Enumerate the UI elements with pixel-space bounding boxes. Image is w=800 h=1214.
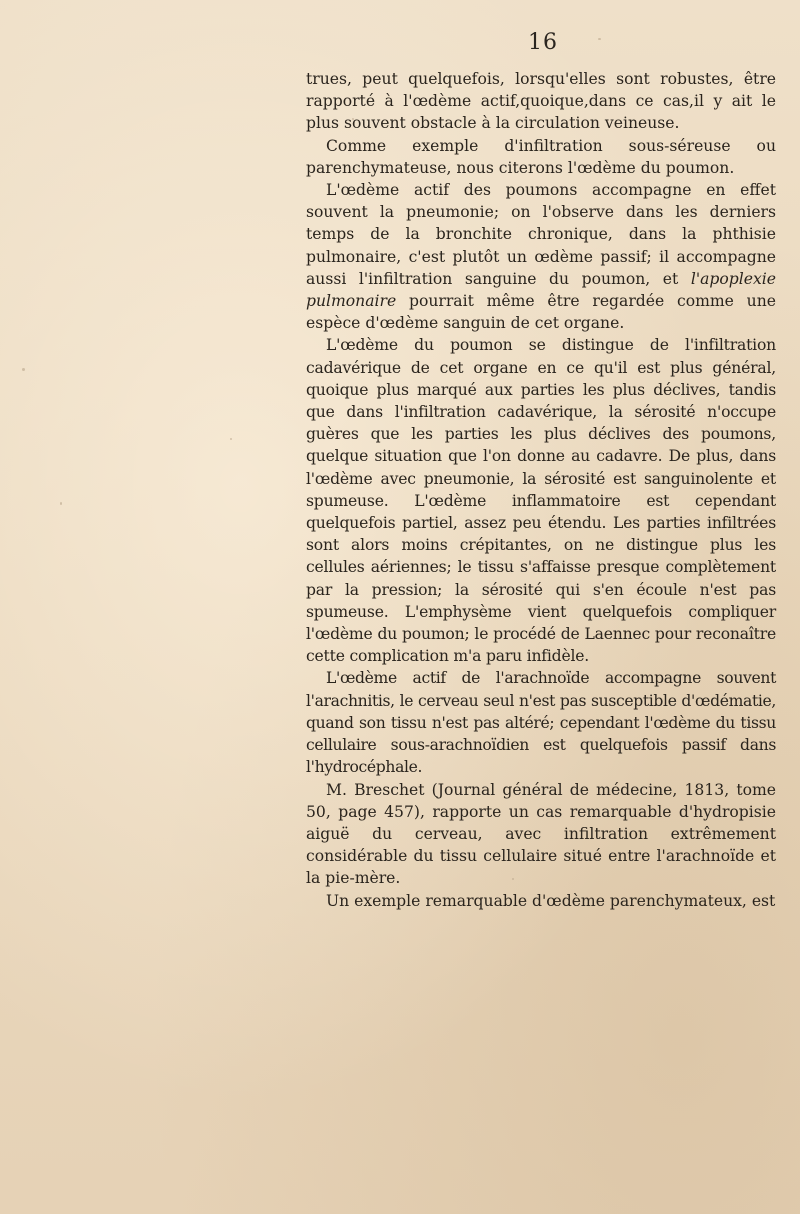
paragraph-6: M. Breschet (Journal général de médecine, 1813, tome 50, page 457), rapporte un cas remarquable d'hydropisie aiguë du cerveau, avec infiltration extrêmement considérable du tissu cellulaire situé entre l'arachnoïde et la pie-mère. bbox=[306, 780, 776, 888]
paper-speck bbox=[598, 38, 601, 40]
paragraph-7: Un exemple remarquable d'œdème parenchymateux, est bbox=[326, 891, 776, 910]
paper-speck bbox=[22, 368, 25, 371]
paper-speck bbox=[230, 438, 232, 440]
paragraph-5: L'œdème actif de l'arachnoïde accompagne souvent l'arachnitis, le cerveau seul n'est pas susceptible d'œdématie, quand son tissu n'est pas altéré; cependant l'œdème du tissu cellulaire sous-arachnoïdien est quelquefois passif dans l'hydrocéphale. bbox=[306, 669, 776, 777]
body-text bbox=[306, 68, 776, 912]
paragraph-2: Comme exemple d'infiltration sous-séreuse ou parenchymateuse, nous citerons l'œdème du poumon. bbox=[306, 136, 776, 177]
paragraph-3-text-a: L'œdème actif des poumons accompagne en effet souvent la pneumonie; on l'observe dans les derniers temps de la bronchite chronique, dans la phthisie pulmonaire, c'est plutôt un œdème passif; il accompagne aussi l'infiltration sanguine du poumon, et bbox=[306, 181, 776, 288]
paragraph-3-italic-term: l'apoplexie pulmonaire bbox=[306, 269, 776, 311]
page-number: 16 bbox=[528, 30, 558, 55]
paper-speck bbox=[60, 502, 62, 505]
paragraph-3 bbox=[306, 179, 776, 334]
paragraph-4: L'œdème du poumon se distingue de l'infiltration cadavérique de cet organe en ce qu'il est plus général, quoique plus marqué aux parties les plus déclives, tandis que dans l'infiltration cadavérique, la sérosité n'occupe guères que les parties les plus déclives des poumons, quelque situation que l'on donne au cadavre. De plus, dans l'œdème avec pneumonie, la sérosité est sanguinolente et spumeuse. L'œdème inflammatoire est cependant quelquefois partiel, assez peu étendu. Les parties infiltrées sont alors moins crépitantes, on ne distingue plus les cellules aériennes; le tissu s'affaisse presque complètement par la pression; la sérosité qui s'en écoule n'est pas spumeuse. L'emphysème vient quelquefois compliquer l'œdème du poumon; le procédé de Laennec pour reconaître cette complication m'a paru infidèle. bbox=[306, 336, 776, 666]
paragraph-3-text-b: pourrait même être regardée comme une espèce d'œdème sanguin de cet organe. bbox=[306, 292, 776, 333]
paragraph-1: trues, peut quelquefois, lorsqu'elles sont robustes, être rapporté à l'œdème actif,quoique,dans ce cas,il y ait le plus souvent obstacle à la circulation veineuse. bbox=[306, 70, 776, 133]
